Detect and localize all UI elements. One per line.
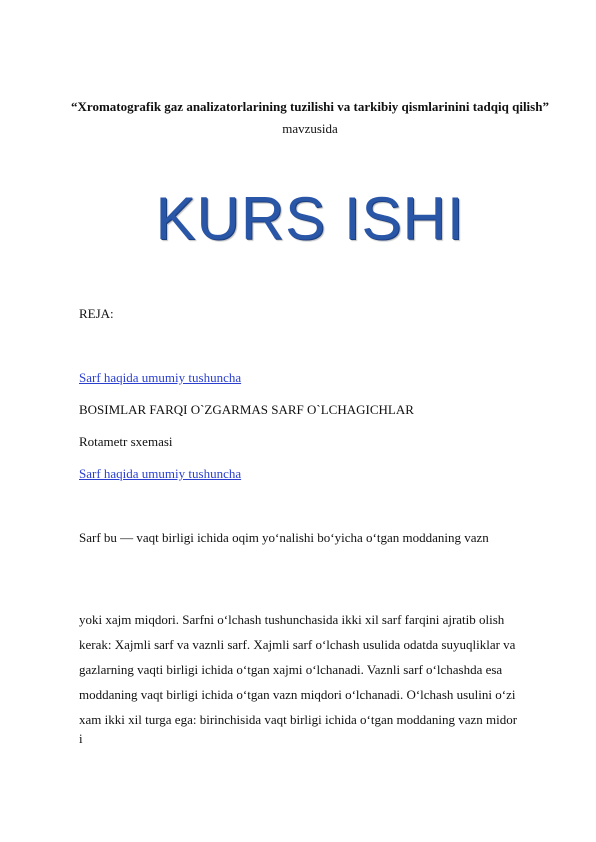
plan-label: REJA: [79,306,114,321]
plan-item-link-1[interactable]: Sarf haqida umumiy tushuncha [79,370,242,385]
body-line: gazlarning vaqti birligi ichida o‘tgan xajmi o‘lchanadi. Vaznli sarf o‘lchashda esa [79,662,503,677]
topic-title [60,96,560,140]
plan-item-2: BOSIMLAR FARQI O`ZGARMAS SARF O`LCHAGICHLAR [79,402,414,417]
topic-title-suffix: mavzusida [282,121,338,136]
course-work-heading: KURS ISHI [155,185,465,252]
body-line: moddaning vaqt birligi ichida o‘tgan vazn miqdori o‘lchanadi. O‘lchash usulini o‘zi [79,687,516,702]
plan-item-link-4[interactable]: Sarf haqida umumiy tushuncha [79,466,242,481]
body-line: i [79,731,83,746]
topic-title-bold: “Xromatografik gaz analizatorlarining tuzilishi va tarkibiy qismlarinini tadqiq qilish” [71,99,549,114]
plan-item-3: Rotametr sxemasi [79,434,173,449]
body-line: kerak: Xajmli sarf va vaznli sarf. Xajmli sarf o‘lchash usulida odatda suyuqliklar va [79,637,516,652]
body-paragraph [79,607,559,746]
body-intro: Sarf bu — vaqt birligi ichida oqim yo‘nalishi bo‘yicha o‘tgan moddaning vazn [79,530,489,545]
body-line: xam ikki xil turga ega: birinchisida vaqt birligi ichida o‘tgan moddaning vazn midor [79,712,518,727]
body-line: yoki xajm miqdori. Sarfni o‘lchash tushunchasida ikki xil sarf farqini ajratib olish [79,612,505,627]
